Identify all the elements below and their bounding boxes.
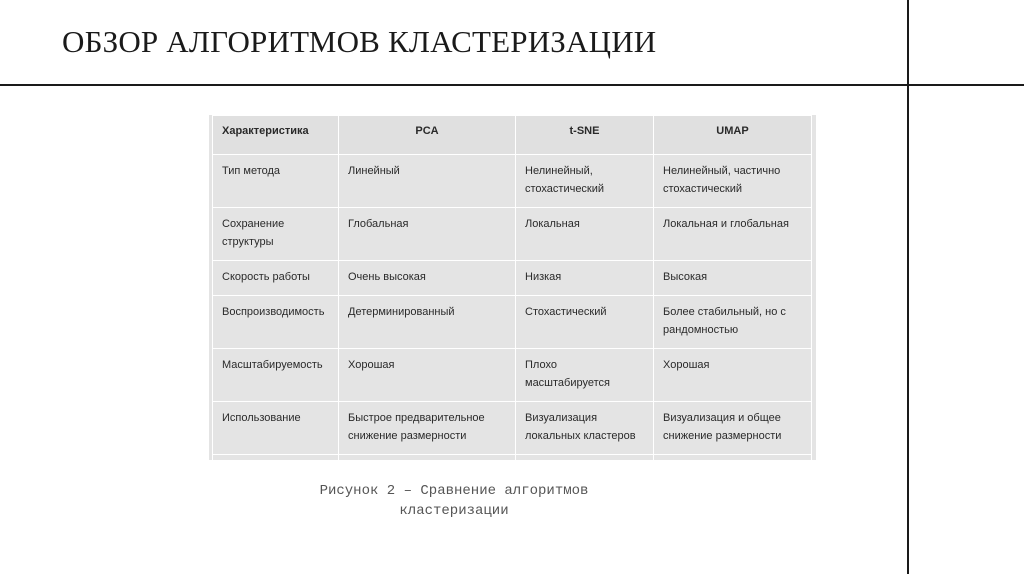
table-row (213, 296, 812, 349)
header-pca: PCA (339, 116, 516, 155)
table-row (213, 261, 812, 296)
table-cell: Скорость работы (213, 261, 339, 296)
table-cell: Масштабируемость (213, 349, 339, 402)
header-tsne: t-SNE (516, 116, 654, 155)
table-cell: Плохо масштабируется (516, 349, 654, 402)
table-header-row (213, 116, 812, 155)
table-cell: Быстрое предварительное снижение размерности (339, 402, 516, 455)
table-cell-empty (654, 455, 812, 461)
table-cell: Детерминированный (339, 296, 516, 349)
table-cell-empty (516, 455, 654, 461)
table-cell: Хорошая (654, 349, 812, 402)
table-row-partial (213, 455, 812, 461)
table-cell: Визуализация и общее снижение размерности (654, 402, 812, 455)
table-cell: Воспроизводимость (213, 296, 339, 349)
header-characteristic: Характеристика (213, 116, 339, 155)
caption-line-1: Рисунок 2 – Сравнение алгоритмов (319, 483, 589, 499)
table-cell: Низкая (516, 261, 654, 296)
table-cell: Более стабильный, но с рандомностью (654, 296, 812, 349)
table-cell: Использование (213, 402, 339, 455)
table-row (213, 155, 812, 208)
caption-line-2: кластеризации (399, 503, 509, 519)
table-row (213, 402, 812, 455)
table-cell: Стохастический (516, 296, 654, 349)
table-cell: Визуализация локальных кластеров (516, 402, 654, 455)
table-cell: Нелинейный, стохастический (516, 155, 654, 208)
table-cell: Хорошая (339, 349, 516, 402)
table-cell: Очень высокая (339, 261, 516, 296)
table-row (213, 349, 812, 402)
title-divider (0, 84, 1024, 86)
table-cell: Сохранение структуры (213, 208, 339, 261)
table-cell: Нелинейный, частично стохастический (654, 155, 812, 208)
table-cell: Глобальная (339, 208, 516, 261)
figure-caption (0, 481, 908, 521)
comparison-table-image (209, 115, 816, 460)
table-cell-empty (339, 455, 516, 461)
table-cell: Локальная и глобальная (654, 208, 812, 261)
table-cell: Тип метода (213, 155, 339, 208)
comparison-table (212, 115, 812, 460)
header-umap: UMAP (654, 116, 812, 155)
table-cell: Высокая (654, 261, 812, 296)
table-cell-empty (213, 455, 339, 461)
table-row (213, 208, 812, 261)
slide-title: ОБЗОР АЛГОРИТМОВ КЛАСТЕРИЗАЦИИ (62, 24, 657, 59)
table-cell: Линейный (339, 155, 516, 208)
table-cell: Локальная (516, 208, 654, 261)
